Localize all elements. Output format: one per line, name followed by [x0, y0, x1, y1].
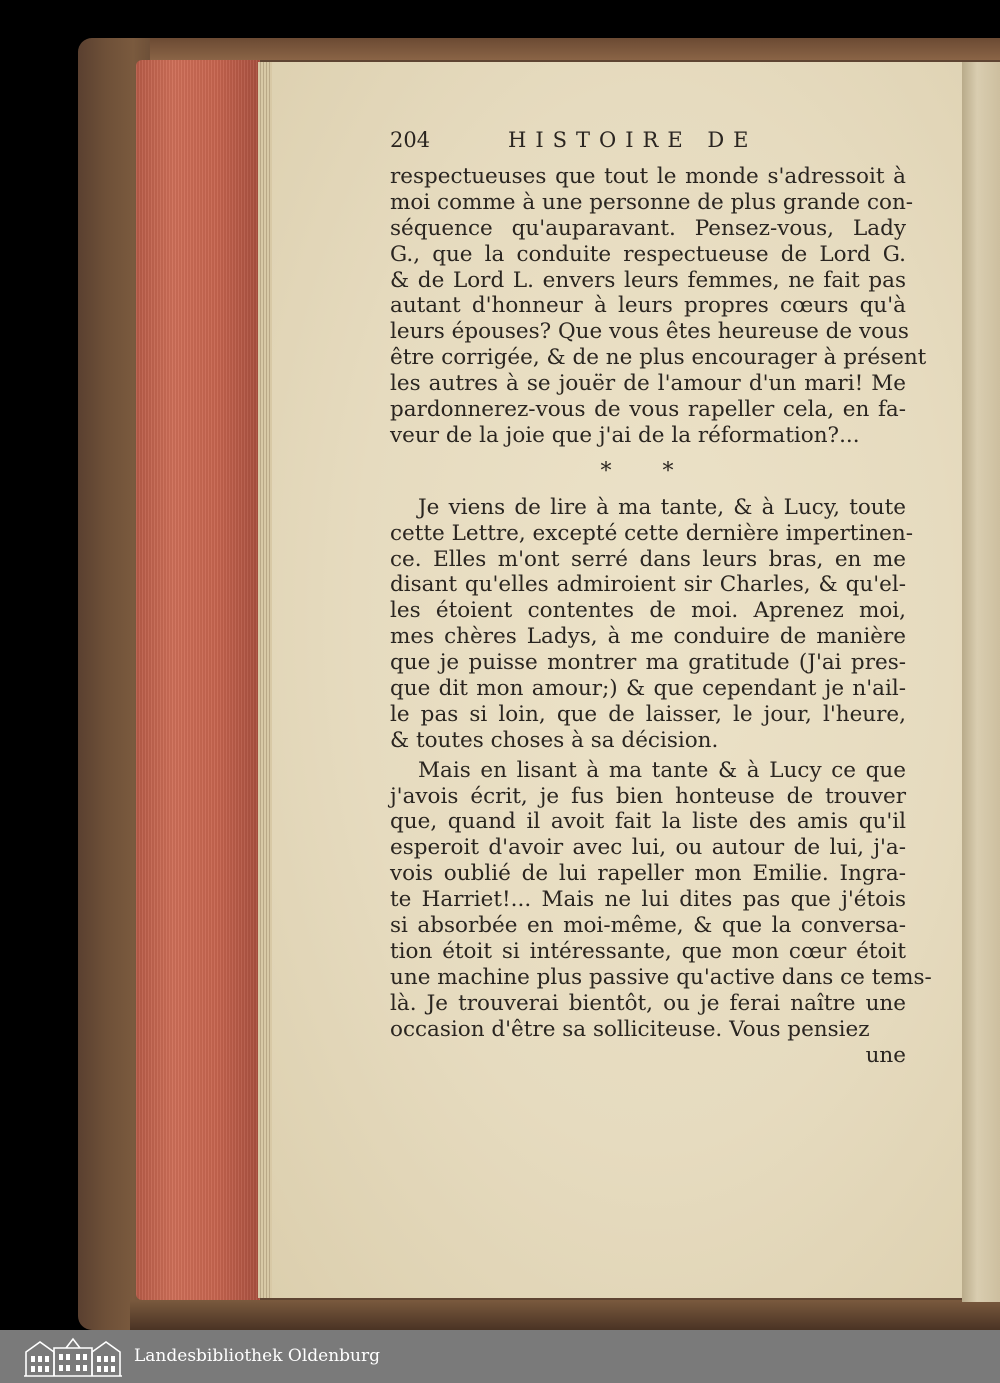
- text-line: autant d'honneur à leurs propres cœurs qu'à: [390, 293, 906, 319]
- text-line: & toutes choses à sa décision.: [390, 727, 719, 753]
- text-line: Je viens de lire à ma tante, & à Lucy, toute: [418, 494, 906, 520]
- text-line: vois oublié de lui rapeller mon Emilie. Ingra-: [390, 861, 906, 887]
- text-line: que, quand il avoit fait la liste des amis qu'il: [390, 809, 906, 835]
- cover-top-edge: [150, 38, 1000, 60]
- text-line: les étoient contentes de moi. Aprenez moi,: [390, 598, 906, 624]
- page-text: [390, 128, 932, 1068]
- text-line: les autres à se jouër de l'amour d'un mari! Me: [390, 371, 906, 397]
- text-line: si absorbée en moi-même, & que la conversa-: [390, 913, 906, 939]
- catchword: une: [865, 1042, 906, 1068]
- text-line: pardonnerez-vous de vous rapeller cela, en fa-: [390, 397, 906, 423]
- red-fore-edge: [136, 60, 260, 1300]
- text-line: être corrigée, & de ne plus encourager à présent: [390, 345, 927, 371]
- page-stack: [258, 62, 272, 1298]
- paragraph-1: [390, 494, 914, 754]
- text-line: mes chères Ladys, à me conduire de manière: [390, 624, 906, 650]
- text-line: Mais en lisant à ma tante & à Lucy ce que: [418, 757, 906, 783]
- text-line: ce. Elles m'ont serré dans leurs bras, en me: [390, 546, 906, 572]
- running-head: HISTOIRE DE: [508, 128, 758, 152]
- text-line: leurs épouses? Que vous êtes heureuse de vous: [390, 319, 909, 345]
- text-line: disant qu'elles admiroient sir Charles, & qu'el-: [390, 572, 906, 598]
- cover-bottom-edge: [130, 1300, 1000, 1330]
- text-line: là. Je trouverai bientôt, ou je ferai naître une: [390, 990, 906, 1016]
- text-line: respectueuses que tout le monde s'adressoit à: [390, 164, 906, 189]
- text-line: j'avois écrit, je fus bien honteuse de trouver: [390, 783, 906, 809]
- text-line: esperoit d'avoir avec lui, ou autour de lui, j'a-: [390, 835, 906, 861]
- paragraph-continuation: [390, 164, 927, 449]
- text-line: & de Lord L. envers leurs femmes, ne fait pas: [390, 267, 906, 293]
- text-line: séquence qu'auparavant. Pensez-vous, Lady: [390, 215, 906, 241]
- footer-bar: [0, 1330, 1000, 1383]
- page-header: [390, 128, 906, 164]
- text-line: te Harriet!... Mais ne lui dites pas que j'étois: [390, 887, 906, 913]
- page-number: 204: [390, 128, 431, 152]
- library-name: Landesbibliothek Oldenburg: [134, 1346, 381, 1366]
- text-line: cette Lettre, excepté cette dernière impertinen-: [390, 520, 914, 546]
- paragraph-2: [390, 757, 932, 1043]
- text-line: tion étoit si intéressante, que mon cœur étoit: [390, 938, 906, 964]
- text-line: occasion d'être sa solliciteuse. Vous pensiez: [390, 1016, 870, 1042]
- text-line: une machine plus passive qu'active dans ce tems-: [390, 964, 932, 990]
- library-building-icon: [22, 1336, 124, 1378]
- text-line: le pas si loin, que de laisser, le jour, l'heure,: [390, 701, 906, 727]
- section-ornament: * *: [600, 458, 696, 484]
- text-line: que dit mon amour;) & que cependant je n'ail-: [390, 676, 906, 702]
- text-line: moi comme à une personne de plus grande con-: [390, 189, 914, 215]
- text-line: que je puisse montrer ma gratitude (J'ai pres-: [390, 650, 906, 676]
- text-line: veur de la joie que j'ai de la réformation?...: [390, 422, 860, 448]
- text-line: G., que la conduite respectueuse de Lord G.: [390, 241, 906, 267]
- facing-page-edge: [962, 62, 1000, 1302]
